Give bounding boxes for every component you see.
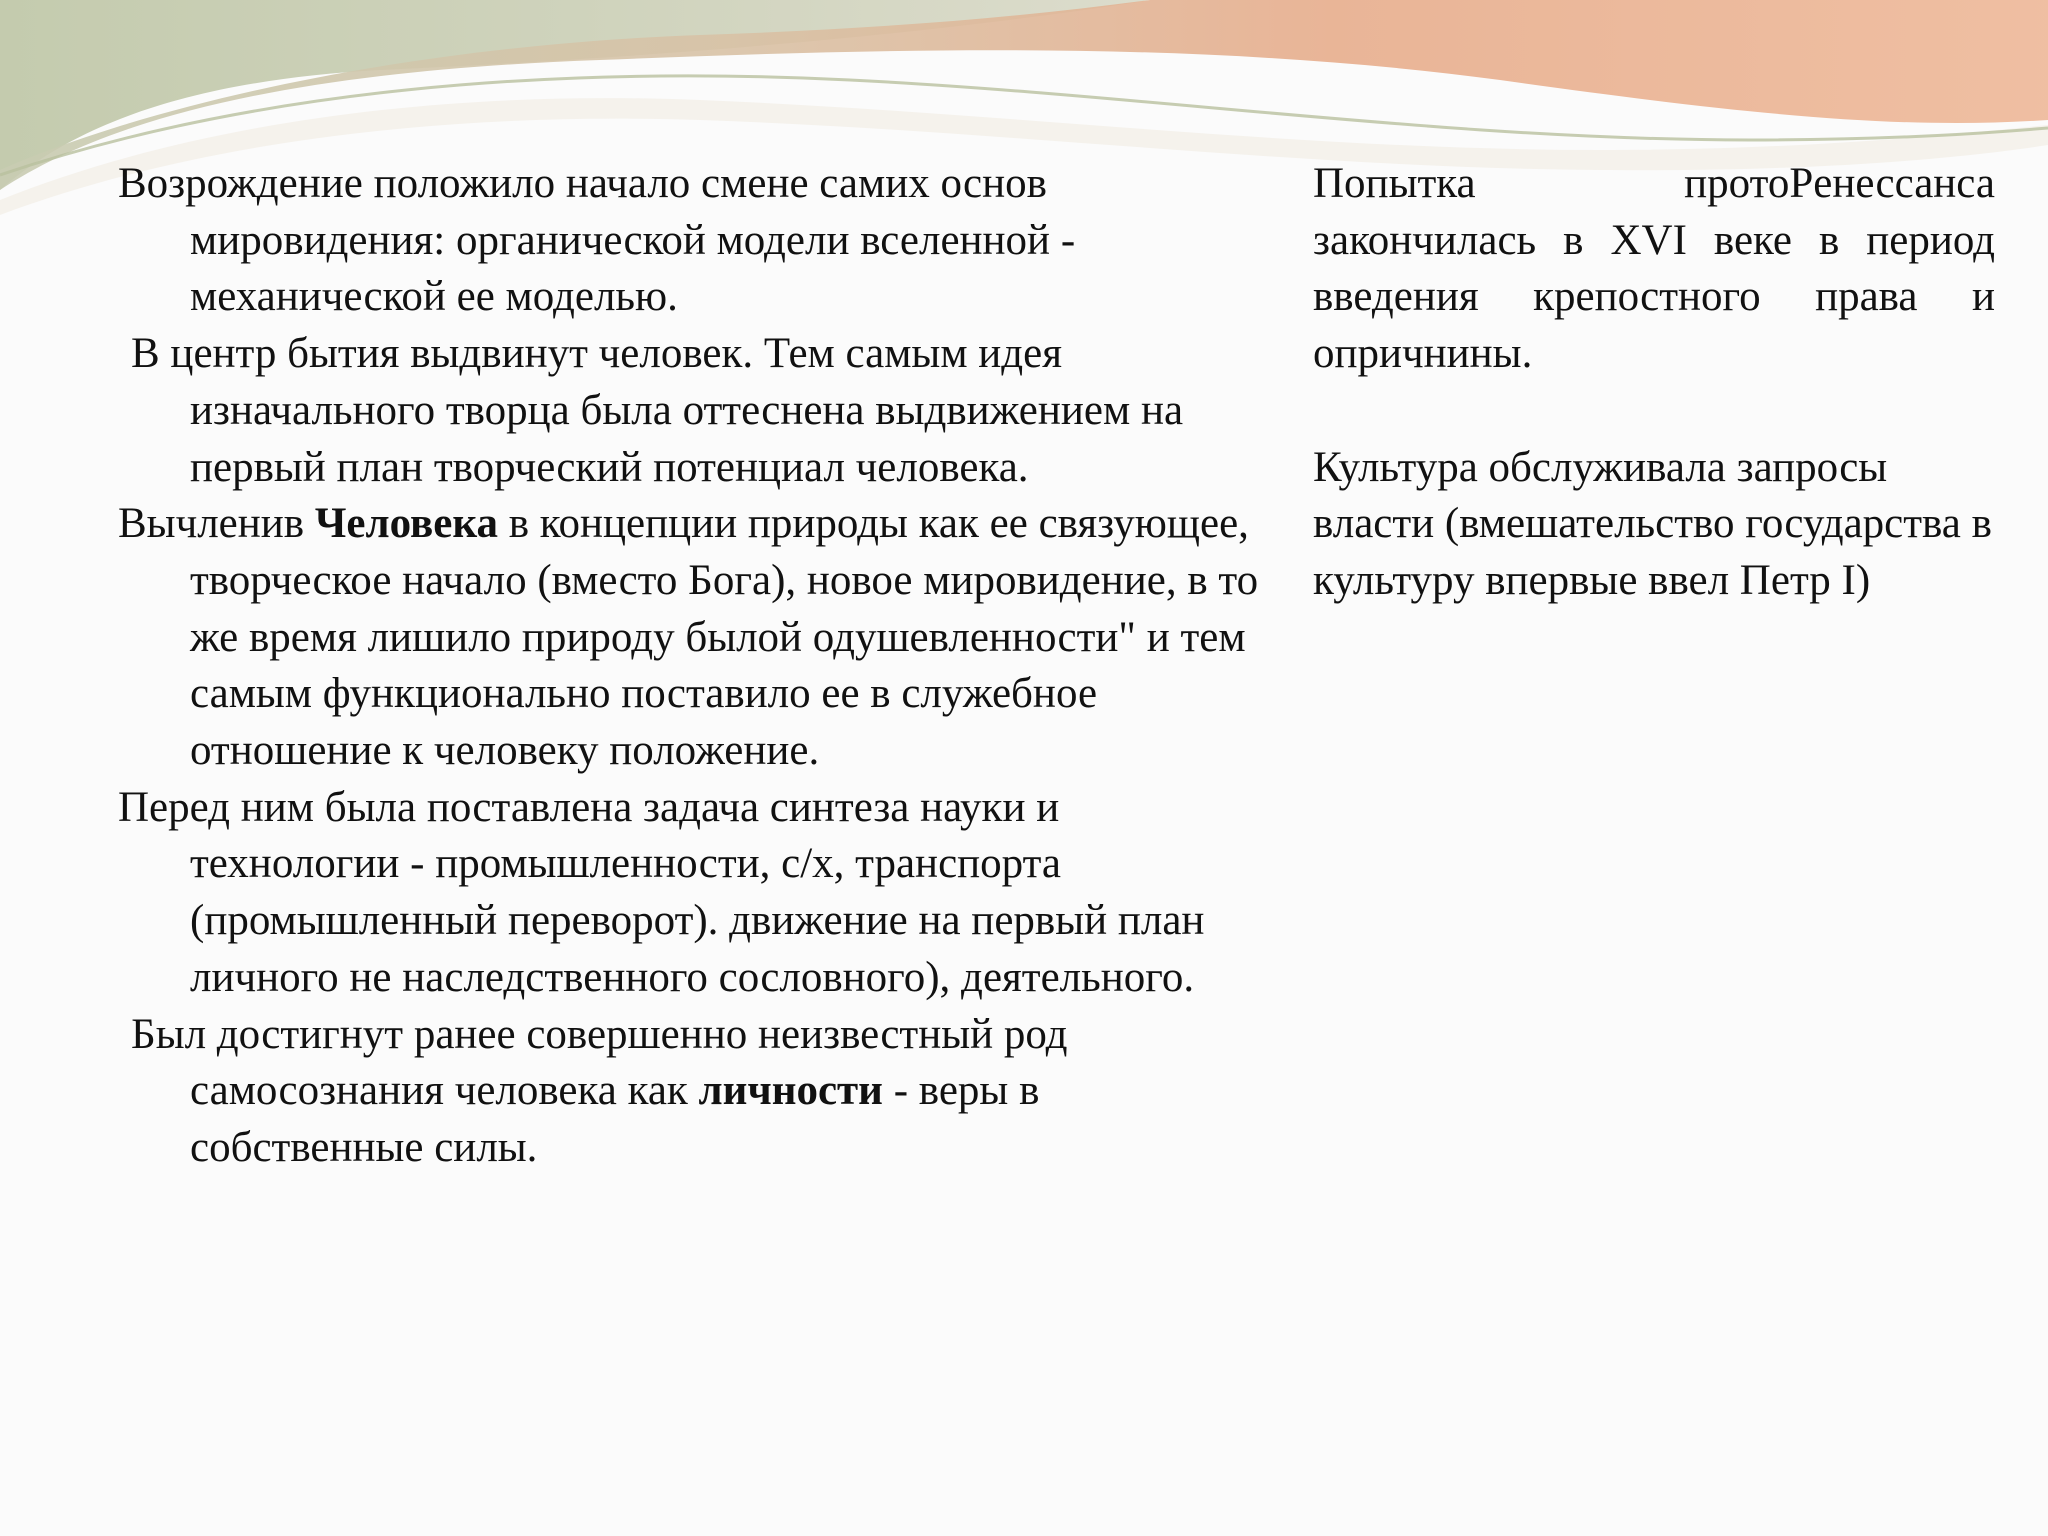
paragraph-gap [1313,383,1995,440]
paragraph-text: в концепции природы как ее связующее, творческое начало (вместо Бога), новое мировидение, в то же время лишило природу былой одушевленности" и тем самым функционально поставило ее в служебное отношение к человеку положение. [190,500,1259,775]
paragraph-self-awareness [118,1007,1268,1177]
paragraph-text: Возрождение положило начало смене самих основ мировидения: органической модели вселенной - механической ее моделью. [118,160,1076,321]
emphasis-man: Человека [314,500,498,548]
left-text-column [118,156,1268,1177]
paragraph-isolating-man [118,496,1268,780]
paragraph-proto-renaissance: Попытка протоPенессанса закончилась в XVI веке в период введения крепостного права и опричнины. [1313,160,1995,378]
emphasis-personality: личности [698,1067,883,1115]
paragraph-text: - веры в собственные силы. [190,1067,1040,1171]
paragraph-text: Был достигнут ранее совершенно неизвестный род самосознания человека как [131,1010,1068,1115]
paragraph-center-of-being [118,326,1268,496]
paragraph-text: Вычленив [118,500,315,548]
paragraph-renaissance [118,156,1268,326]
paragraph-synthesis-task [118,780,1268,1007]
paragraph-text: Перед ним была поставлена задача синтеза науки и технологии - промышленности, с/х, транспорта (промышленный переворот). движение на первый план личного не наследственного сословного), деятельного. [118,783,1205,1001]
paragraph-text: В центр бытия выдвинут человек. Тем самым идея изначального творца была оттеснена выдвижением на первый план творческий потенциал человека. [131,330,1184,491]
paragraph-culture-served-power: Культура обслуживала запросы власти (вмешательство государства в культуру впервые ввел Петр I) [1313,443,1992,604]
right-text-column [1313,156,1995,610]
